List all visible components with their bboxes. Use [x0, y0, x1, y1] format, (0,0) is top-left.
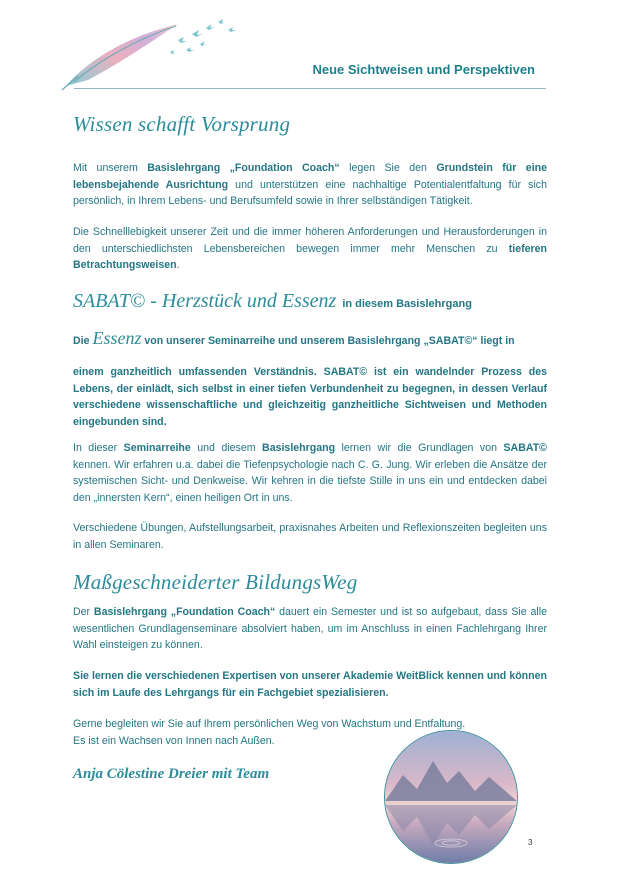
- feather-birds-logo: [58, 10, 248, 92]
- paragraph: Die Schnelllebigkeit unserer Zeit und die immer höheren Anforderungen und Herausforderungen in den unterschiedlichsten Lebensbereichen bewegen immer mehr Menschen zu tieferen Betrachtungsweisen.: [73, 226, 547, 272]
- section-sabat-heading: [73, 290, 547, 313]
- paragraph: Verschiedene Übungen, Aufstellungsarbeit, praxisnahes Arbeiten und Reflexionszeiten begleiten uns in allen Seminaren.: [73, 522, 547, 551]
- paragraph: Die Essenz von unserer Seminarreihe und unserem Basislehrgang „SABAT©“ liegt in: [73, 328, 515, 348]
- paragraph: In dieser Seminarreihe und diesem Basislehrgang lernen wir die Grundlagen von SABAT© kennen. Wir erfahren u.a. dabei die Tiefenpsychologie nach C. G. Jung. Wir erleben die Ansätze der systemischen Sicht- und Denkweise. Wir kehren in die tiefste Stille in uns ein und entdecken dabei den „innersten Kern“, einen heiligen Ort in uns.: [73, 442, 547, 504]
- section-heading: Maßgeschneiderter BildungsWeg: [73, 570, 358, 594]
- paragraph: einem ganzheitlich umfassenden Verständnis. SABAT© ist ein wandelnder Prozess des Lebens, der einlädt, sich selbst in einer tiefen Verbundenheit zu begegnen, in dessen Verlauf verschiedene wissenschaftliche und gleichzeitig ganzheitliche Sichtweisen und Methoden eingebunden sind.: [73, 366, 547, 428]
- header-title: Neue Sichtweisen und Perspektiven: [312, 62, 535, 77]
- section-heading-suffix: in diesem Basislehrgang: [342, 298, 472, 310]
- paragraph: Gerne begleiten wir Sie auf Ihrem persönlichen Weg von Wachstum und Entfaltung. Es ist ein Wachsen von Innen nach Außen.: [73, 718, 466, 747]
- signature: Anja Cölestine Dreier mit Team: [73, 766, 270, 782]
- section-heading: Wissen schafft Vorsprung: [73, 112, 291, 136]
- page-number: 3: [528, 838, 533, 847]
- paragraph: Der Basislehrgang „Foundation Coach“ dauert ein Semester und ist so aufgebaut, dass Sie alle wesentlichen Grundlagenseminare absolviert haben, um im Anschluss in einen Fachlehrgang Ihrer Wahl einsteigen zu können.: [73, 606, 547, 652]
- paragraph: Mit unserem Basislehrgang „Foundation Coach“ legen Sie den Grundstein für eine lebensbejahende Ausrichtung und unterstützen eine nachhaltige Potentialentfaltung für sich persönlich, in Ihrem Lebens- und Berufsumfeld sowie in Ihrer selbständigen Tätigkeit.: [73, 162, 548, 208]
- section-heading: SABAT© - Herzstück und Essenz: [73, 290, 337, 312]
- section-wissen: [73, 112, 547, 137]
- paragraph: Sie lernen die verschiedenen Expertisen von unserer Akademie WeitBlick kennen und können sich im Laufe des Lehrgangs für ein Fachgebiet spezialisieren.: [73, 670, 547, 699]
- header-divider: [74, 88, 546, 89]
- lake-landscape-image: [384, 730, 518, 864]
- section-bildungsweg: [73, 570, 547, 595]
